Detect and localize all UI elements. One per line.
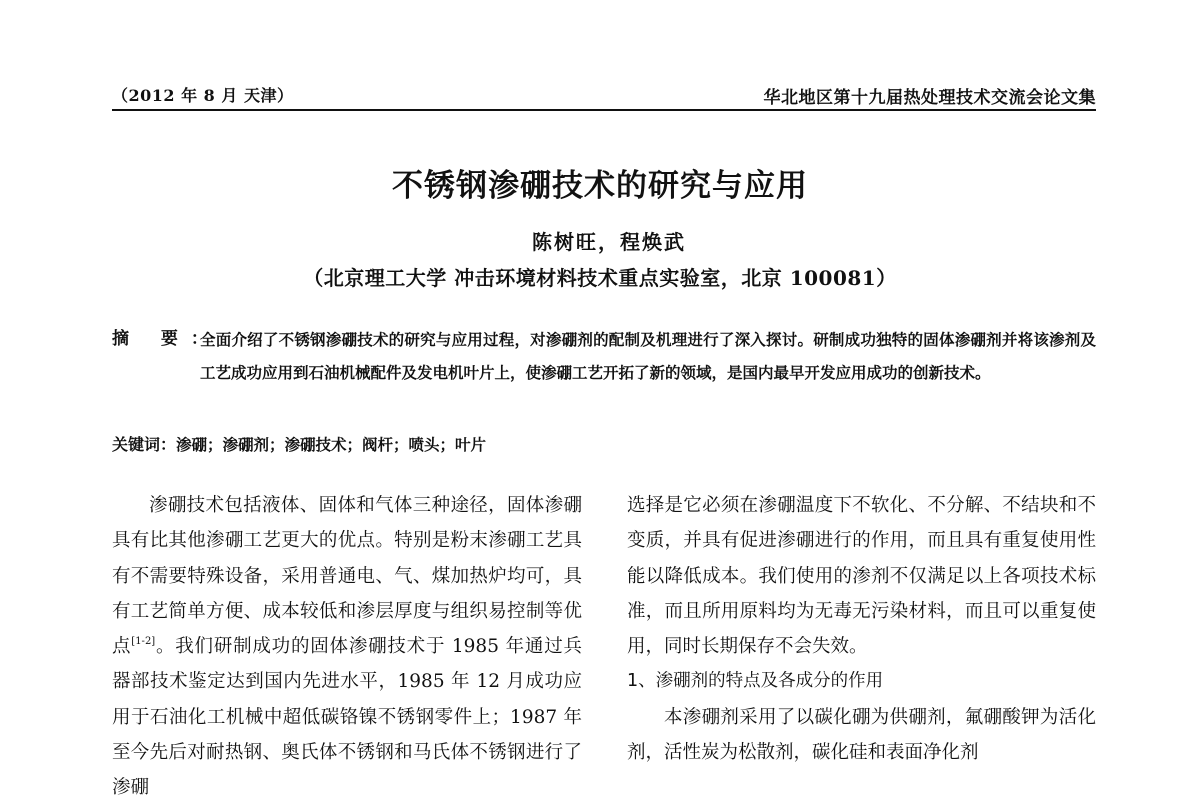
paper-affiliation: （北京理工大学 冲击环境材料技术重点实验室，北京 100081）: [303, 266, 897, 290]
paper-authors: 陈树旺，程焕武: [532, 230, 686, 254]
running-header: [112, 83, 1096, 111]
keywords-label: 关键词：: [112, 435, 177, 454]
body-paragraph: 选择是它必须在渗硼温度下不软化、不分解、不结块和不变质，并具有促进渗硼进行的作用，而且具有重复使用性能以降低成本。我们使用的渗剂不仅满足以上各项技术标准，而且所用原料均为无毒无污染材料，而且可以重复使用，同时长期保存不会失效。: [627, 495, 1096, 658]
citation-ref: [1-2]: [131, 636, 156, 648]
body-text: 渗硼技术包括液体、固体和气体三种途径，固体渗硼具有比其他渗硼工艺更大的优点。特别是粉末渗硼工艺具有不需要特殊设备，采用普通电、气、煤加热炉均可，具有工艺简单方便、成本较低和渗层厚度与组织易控制等优点: [112, 495, 582, 658]
body-column-left: [112, 488, 582, 806]
body-text: 。我们研制成功的固体渗硼技术于 1985 年通过兵器部技术鉴定达到国内先进水平，1985 年 12 月成功应用于石油化工机械中超低碳铬镍不锈钢零件上；1987 年至今先后对耐热钢、奥氏体不锈钢和马氏体不锈钢进行了渗硼: [112, 636, 582, 799]
body-paragraph: 本渗硼剂采用了以碳化硼为供硼剂，氟硼酸钾为活化剂，活性炭为松散剂，碳化硅和表面净化剂: [627, 706, 1096, 764]
abstract-label: 摘 要：: [112, 329, 221, 349]
section-heading: 1、渗硼剂的特点及各成分的作用: [627, 671, 884, 692]
header-proceedings-title: 华北地区第十九届热处理技术交流会论文集: [763, 88, 1096, 108]
abstract-text: 全面介绍了不锈钢渗硼技术的研究与应用过程，对渗硼剂的配制及机理进行了深入探讨。研制成功独特的固体渗硼剂并将该渗剂及工艺成功应用到石油机械配件及发电机叶片上，使渗硼工艺开拓了新的领域，是国内最早开发应用成功的创新技术。: [200, 330, 1096, 382]
keywords-text: 渗硼；渗硼剂；渗硼技术；阀杆；喷头；叶片: [176, 435, 487, 454]
body-column-right: [627, 488, 1096, 770]
keywords: [112, 432, 1096, 458]
paper-title: 不锈钢渗硼技术的研究与应用: [392, 168, 808, 204]
abstract: [112, 323, 1096, 389]
header-date-location: （2012 年 8 月 天津）: [112, 86, 294, 105]
body-paragraph: [112, 488, 582, 806]
